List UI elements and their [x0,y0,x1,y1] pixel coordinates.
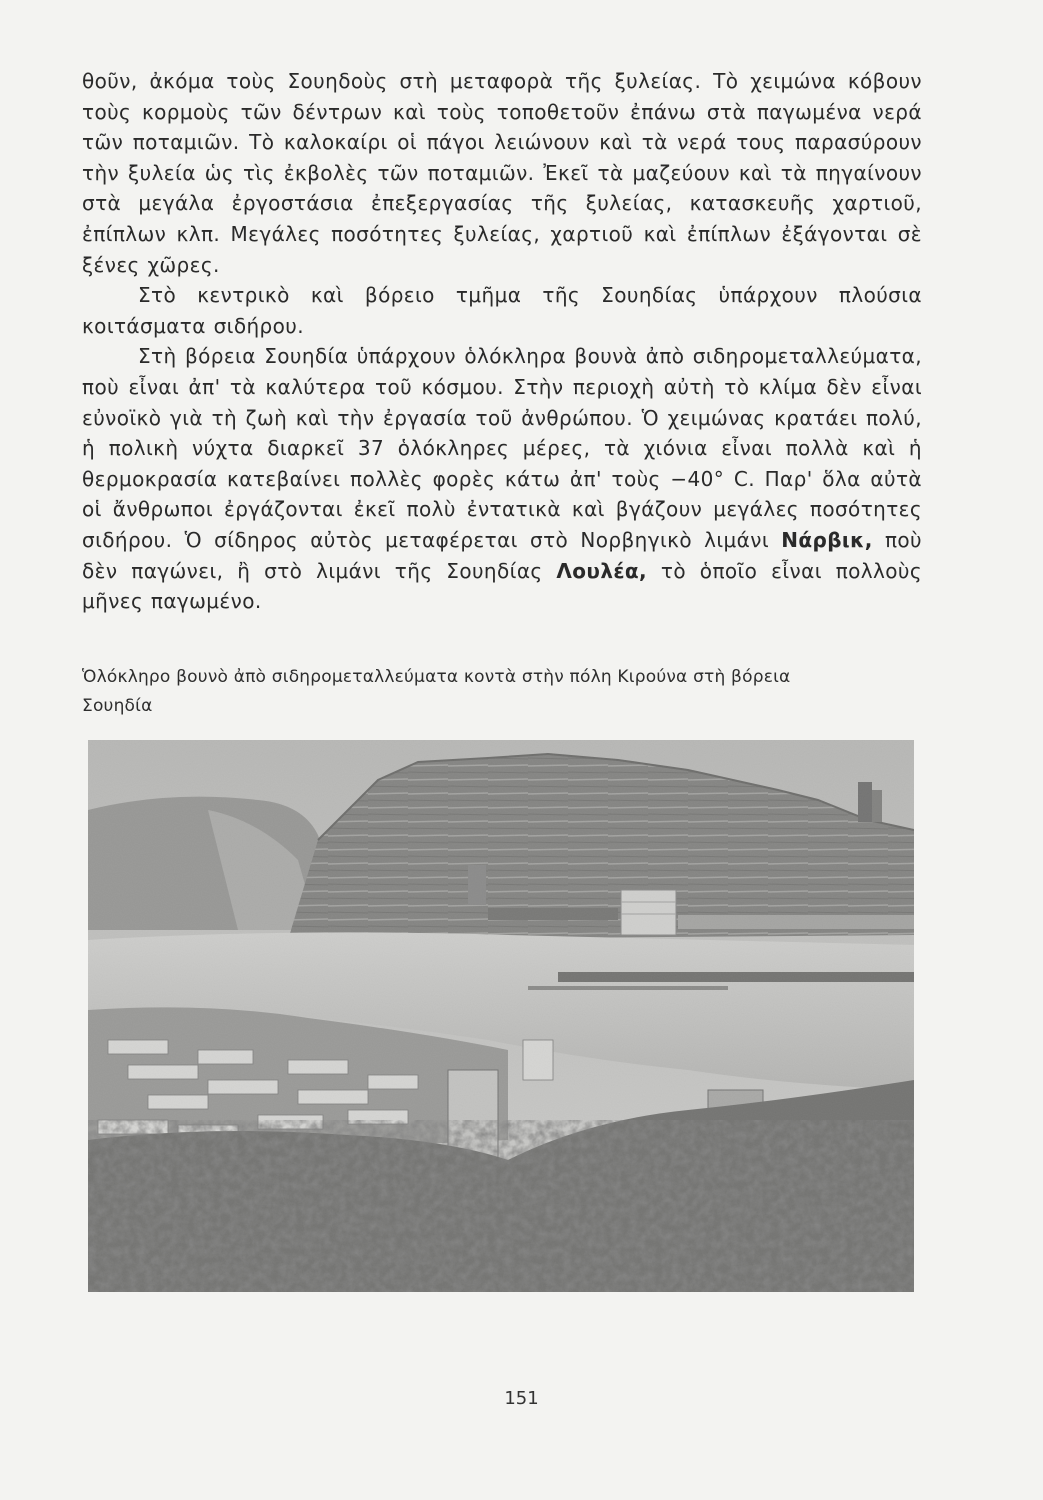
page-number: 151 [504,1388,539,1409]
paragraph-timber: θοῦν, ἀκόμα τοὺς Σουηδοὺς στὴ μεταφορὰ τῆς ξυλείας. Τὸ χειμώνα κόβουν τοὺς κορμοὺς τῶν δέντρων καὶ τοὺς τοποθετοῦν ἐπάνω στὰ παγωμένα νερά τῶν ποταμιῶν. Τὸ καλοκαίρι οἱ πάγοι λειώνουν καὶ τὰ νερά τους παρασύρουν τὴν ξυλεία ὡς τὶς ἐκβολὲς τῶν ποταμιῶν. Ἐκεῖ τὰ μαζεύουν καὶ τὰ πηγαίνουν στὰ μεγάλα ἐργοστάσια ἐπεξεργασίας τῆς ξυλείας, κατασκευῆς χαρτιοῦ, ἐπίπλων κλπ. Μεγάλες ποσότητες ξυλείας, χαρτιοῦ καὶ ἐπίπλων ἐξάγονται σὲ ξένες χῶρες. [82,69,922,277]
paragraph-iron-deposits: Στὸ κεντρικὸ καὶ βόρειο τμῆμα τῆς Σουηδίας ὑπάρχουν πλούσια κοιτάσματα σιδήρου. [82,283,922,338]
body-text [82,66,922,617]
narvik-term: Νάρβικ, [781,527,873,552]
photo-caption: Ὁλόκληρο βουνὸ ἀπὸ σιδηρομεταλλεύματα κοντὰ στὴν πόλη Κιρούνα στὴ βόρεια Σουηδία [82,667,791,716]
paragraph-part-b: ποὺ δὲν παγώνει, ἢ στὸ λιμάνι τῆς Σουηδίας [82,527,922,583]
mine-mountain-photo [88,740,914,1292]
paragraph-part-a: Στὴ βόρεια Σουηδία ὑπάρχουν ὁλόκληρα βουνὰ ἀπὸ σιδηρομεταλλεύματα, ποὺ εἶναι ἀπ' τὰ καλύτερα τοῦ κόσμου. Στὴν περιοχὴ αὐτὴ τὸ κλίμα δὲν εἶναι εὐνοϊκὸ γιὰ τὴ ζωὴ καὶ τὴν ἐργασία τοῦ ἀνθρώπου. Ὁ χειμώνας κρατάει πολύ, ἡ πολικὴ νύχτα διαρκεῖ 37 ὁλόκληρες μέρες, τὰ χιόνια εἶναι πολλὰ καὶ ἡ θερμοκρασία κατεβαίνει πολλὲς φορὲς κάτω ἀπ' τοὺς −40° C. Παρ' ὅλα αὐτὰ οἱ ἄνθρωποι ἐργάζονται ἐκεῖ πολὺ ἐντατικὰ καὶ βγάζουν μεγάλες ποσότητες σιδήρου. Ὁ σίδηρος αὐτὸς μεταφέρεται στὸ Νορβηγικὸ λιμάνι [82,344,922,552]
paragraph-part-c: τὸ ὁποῖο εἶναι πολλοὺς μῆνες παγωμένο. [82,558,922,614]
lulea-term: Λουλέα, [556,558,648,583]
paragraph-northern-sweden [82,341,922,616]
